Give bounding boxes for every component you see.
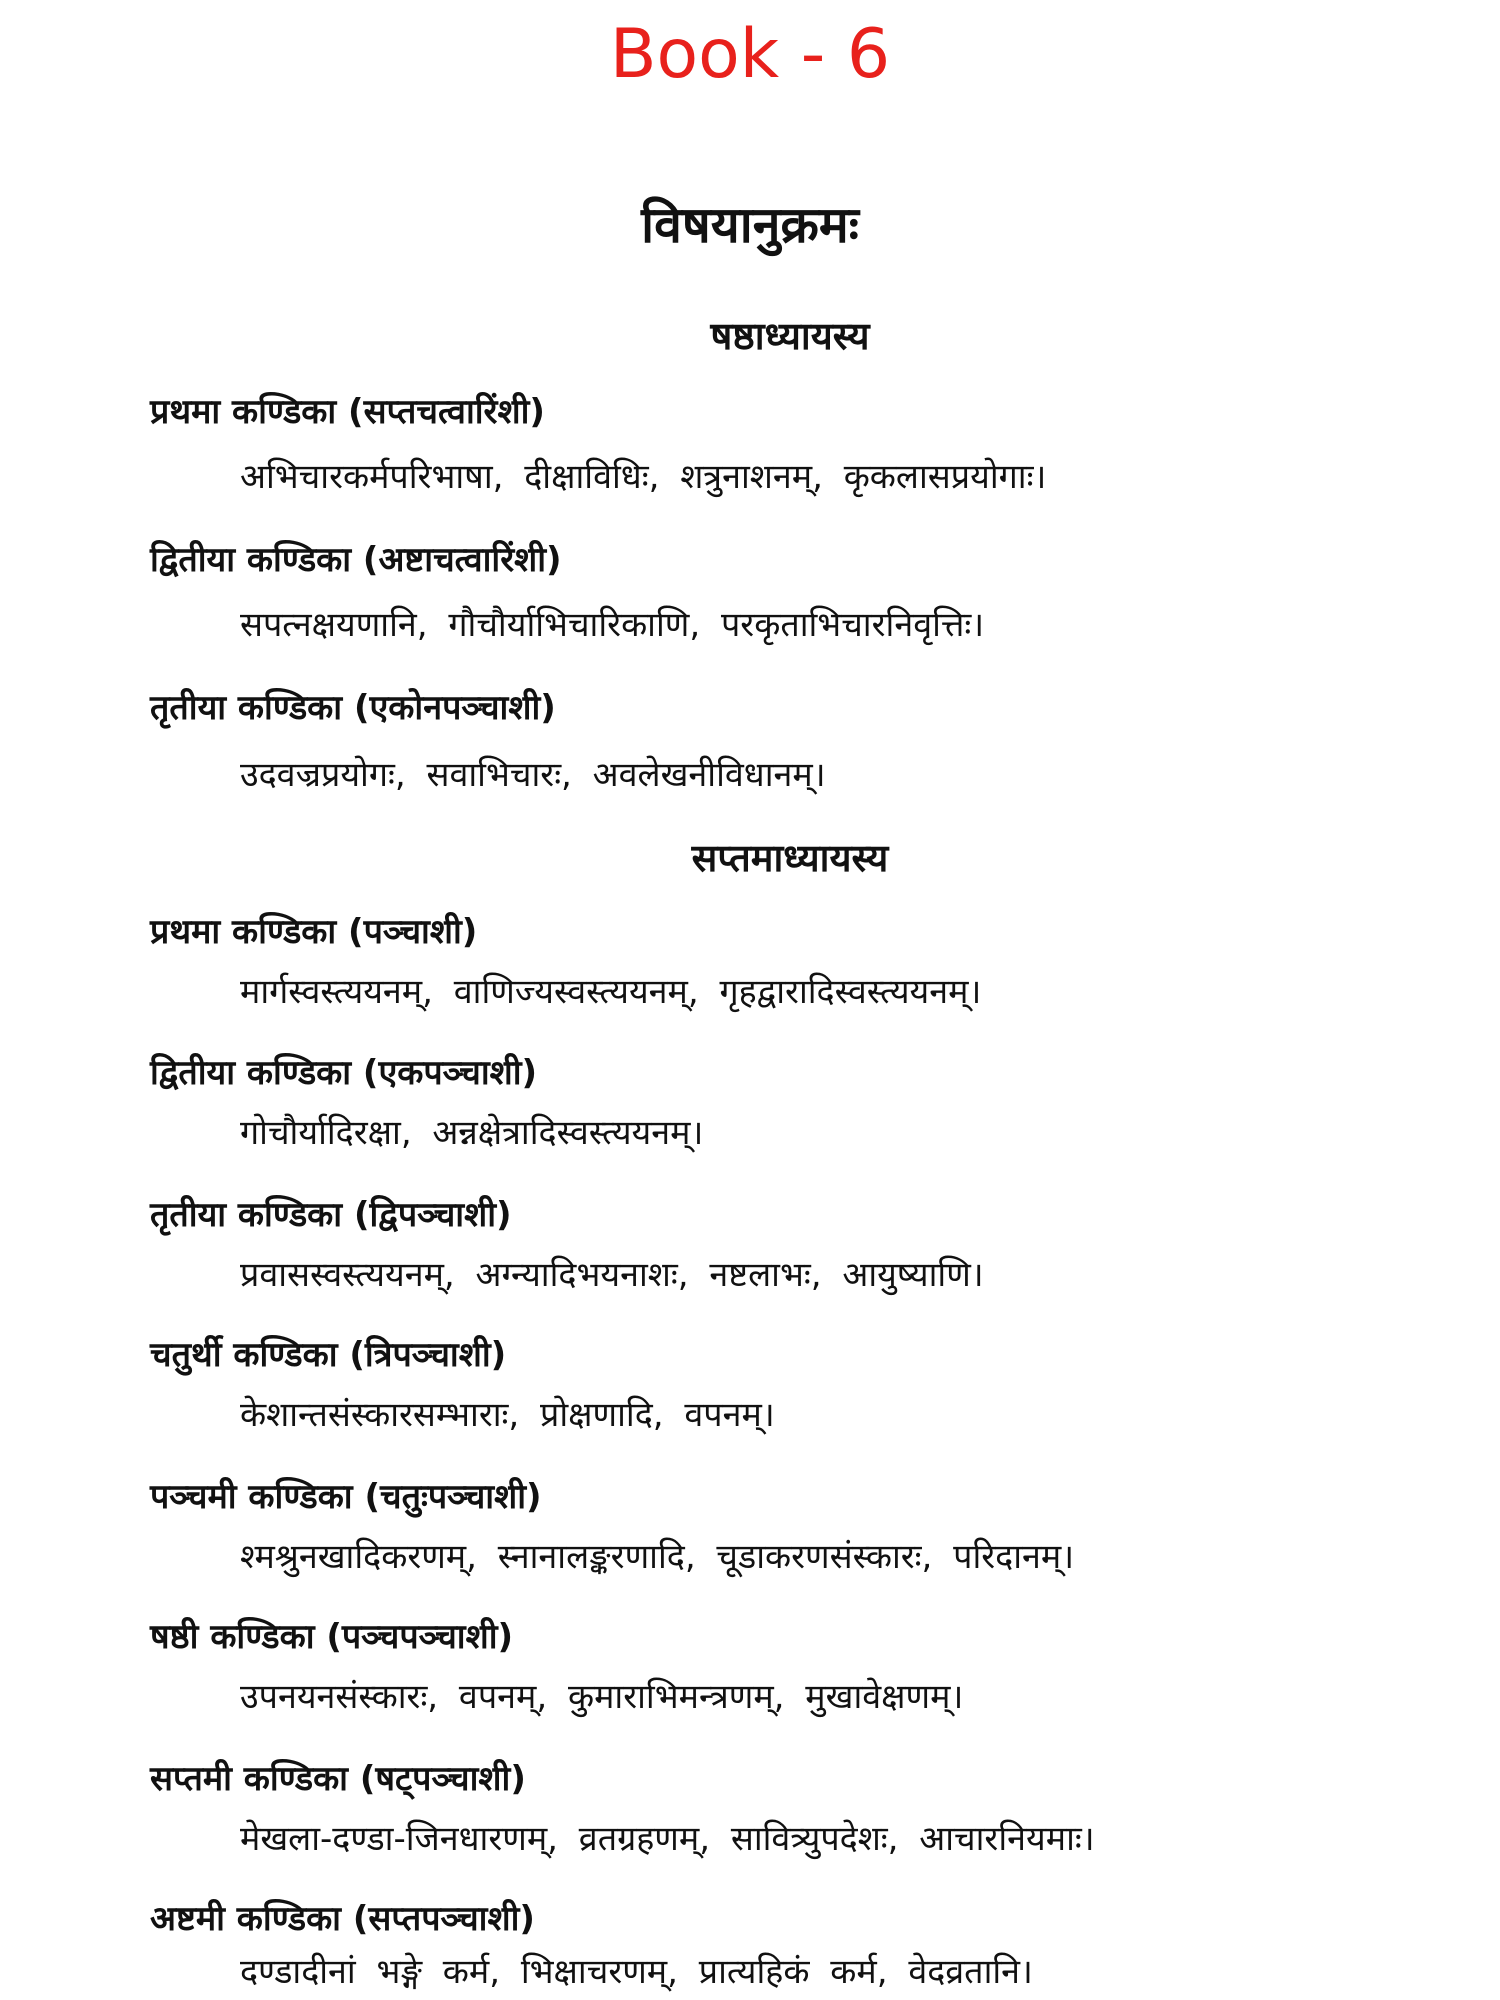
section-body: दण्डादीनां भङ्गे कर्म, भिक्षाचरणम्, प्रात्यहिकं कर्म, वेदव्रतानि। <box>240 1952 1033 1992</box>
section-heading: सप्तमी कण्डिका (षट्पञ्चाशी) <box>150 1759 526 1799</box>
section-heading: तृतीया कण्डिका (एकोनपञ्चाशी) <box>150 688 556 728</box>
section-body: केशान्तसंस्कारसम्भाराः, प्रोक्षणादि, वपनम्। <box>240 1395 775 1435</box>
chapter-heading-6: षष्ठाध्यायस्य <box>710 314 870 358</box>
section-body: मार्गस्वस्त्ययनम्, वाणिज्यस्वस्त्ययनम्, गृहद्वारादिस्वस्त्ययनम्। <box>240 972 982 1012</box>
section-heading: पञ्चमी कण्डिका (चतुःपञ्चाशी) <box>150 1477 542 1517</box>
chapter-heading-7: सप्तमाध्यायस्य <box>691 836 889 880</box>
section-heading: द्वितीया कण्डिका (एकपञ्चाशी) <box>150 1053 538 1093</box>
section-heading: प्रथमा कण्डिका (पञ्चाशी) <box>150 912 478 952</box>
book-title: Book - 6 <box>609 15 891 94</box>
section-heading: तृतीया कण्डिका (द्विपञ्चाशी) <box>150 1195 512 1235</box>
section-body: मेखला-दण्डा-जिनधारणम्, व्रतग्रहणम्, सावित्र्युपदेशः, आचारनियमाः। <box>240 1819 1095 1859</box>
section-body: उदवज्रप्रयोगः, सवाभिचारः, अवलेखनीविधानम्। <box>240 755 826 795</box>
section-body: गोचौर्यादिरक्षा, अन्नक्षेत्रादिस्वस्त्ययनम्। <box>240 1113 704 1153</box>
section-body: उपनयनसंस्कारः, वपनम्, कुमाराभिमन्त्रणम्, मुखावेक्षणम्। <box>240 1677 964 1717</box>
section-heading: प्रथमा कण्डिका (सप्तचत्वारिंशी) <box>150 392 545 432</box>
section-heading: अष्टमी कण्डिका (सप्तपञ्चाशी) <box>150 1899 535 1939</box>
section-heading: चतुर्थी कण्डिका (त्रिपञ्चाशी) <box>150 1335 507 1375</box>
index-title: विषयानुक्रमः <box>641 196 859 254</box>
section-body: सपत्नक्षयणानि, गौचौर्याभिचारिकाणि, परकृताभिचारनिवृत्तिः। <box>240 605 985 645</box>
section-heading: द्वितीया कण्डिका (अष्टाचत्वारिंशी) <box>150 540 562 580</box>
section-body: श्मश्रुनखादिकरणम्, स्नानालङ्करणादि, चूडाकरणसंस्कारः, परिदानम्। <box>240 1537 1075 1577</box>
section-heading: षष्ठी कण्डिका (पञ्चपञ्चाशी) <box>150 1617 514 1657</box>
section-body: अभिचारकर्मपरिभाषा, दीक्षाविधिः, शत्रुनाशनम्, कृकलासप्रयोगाः। <box>240 457 1047 497</box>
section-body: प्रवासस्वस्त्ययनम्, अग्न्यादिभयनाशः, नष्टलाभः, आयुष्याणि। <box>240 1255 984 1295</box>
